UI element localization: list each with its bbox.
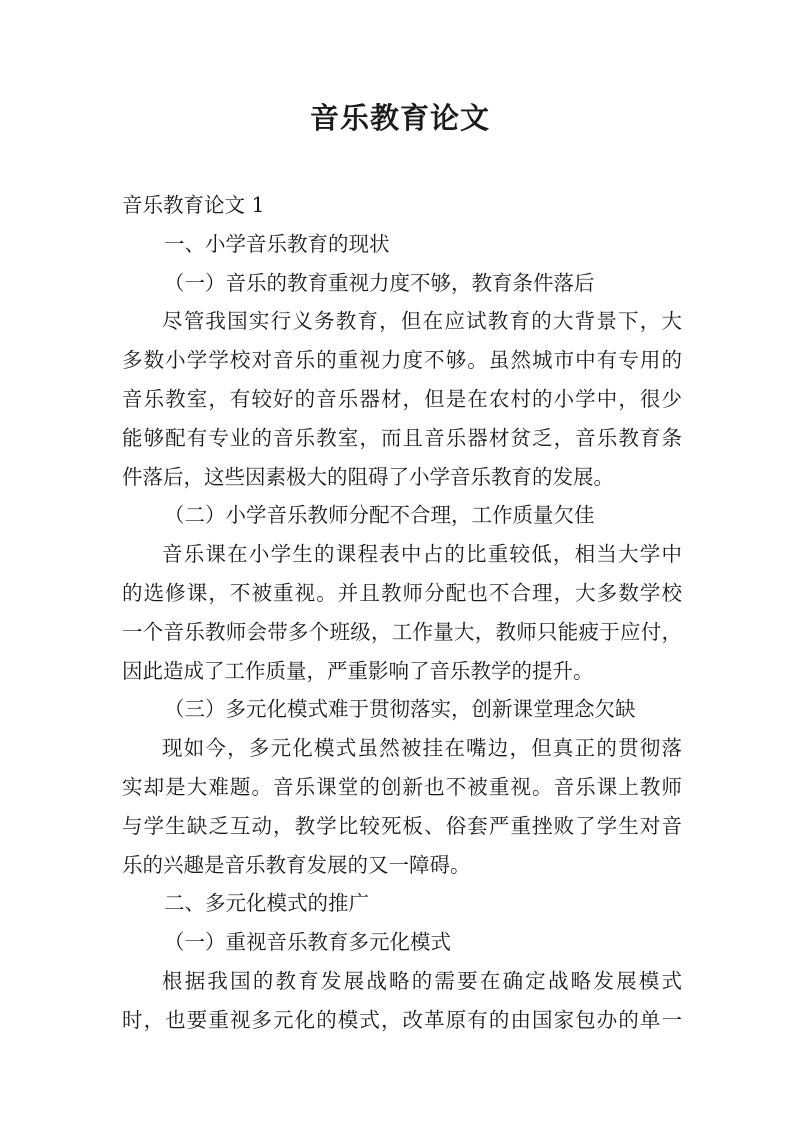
paragraph-line: 根据我国的教育发展战略的需要在确定战略发展模式 [162, 968, 682, 993]
chapter-heading: 一、小学音乐教育的现状 [164, 231, 390, 256]
paragraph-line: 能够配有专业的音乐教室，而且音乐器材贫乏，音乐教育条 [122, 425, 682, 450]
paragraph-line: 乐的兴趣是音乐教育发展的又一障碍。 [122, 852, 471, 877]
paragraph-line: 音乐课在小学生的课程表中占的比重较低，相当大学中 [162, 542, 682, 567]
paragraph-line: 件落后，这些因素极大的阻碍了小学音乐教育的发展。 [122, 464, 614, 489]
paragraph-line: 时，也要重视多元化的模式，改革原有的由国家包办的单一 [122, 1007, 682, 1032]
subsection-heading: （一）音乐的教育重视力度不够，教育条件落后 [164, 270, 595, 295]
paragraph-line: 尽管我国实行义务教育，但在应试教育的大背景下，大 [162, 309, 682, 334]
paragraph-line: 一个音乐教师会带多个班级，工作量大，教师只能疲于应付， [122, 619, 682, 644]
subsection-heading: （二）小学音乐教师分配不合理，工作质量欠佳 [164, 503, 595, 528]
paragraph-line: 与学生缺乏互动，教学比较死板、俗套严重挫败了学生对音 [122, 813, 682, 838]
subsection-heading: （一）重视音乐教育多元化模式 [164, 930, 451, 955]
paragraph-line: 因此造成了工作质量，严重影响了音乐教学的提升。 [122, 658, 594, 683]
document-body [122, 186, 682, 1040]
document-title: 音乐教育论文 [309, 101, 490, 135]
paragraph-line: 的选修课，不被重视。并且教师分配也不合理，大多数学校 [122, 580, 682, 605]
paragraph-line: 音乐教室，有较好的音乐器材，但是在农村的小学中，很少 [122, 386, 682, 411]
paragraph-line: 现如今，多元化模式虽然被挂在嘴边，但真正的贯彻落 [162, 736, 682, 761]
section-heading: 音乐教育论文 1 [122, 193, 265, 217]
paragraph-line: 实却是大难题。音乐课堂的创新也不被重视。音乐课上教师 [122, 774, 682, 799]
chapter-heading: 二、多元化模式的推广 [164, 891, 369, 916]
paragraph-line: 多数小学学校对音乐的重视力度不够。虽然城市中有专用的 [122, 348, 682, 373]
subsection-heading: （三）多元化模式难于贯彻落实，创新课堂理念欠缺 [164, 697, 636, 722]
